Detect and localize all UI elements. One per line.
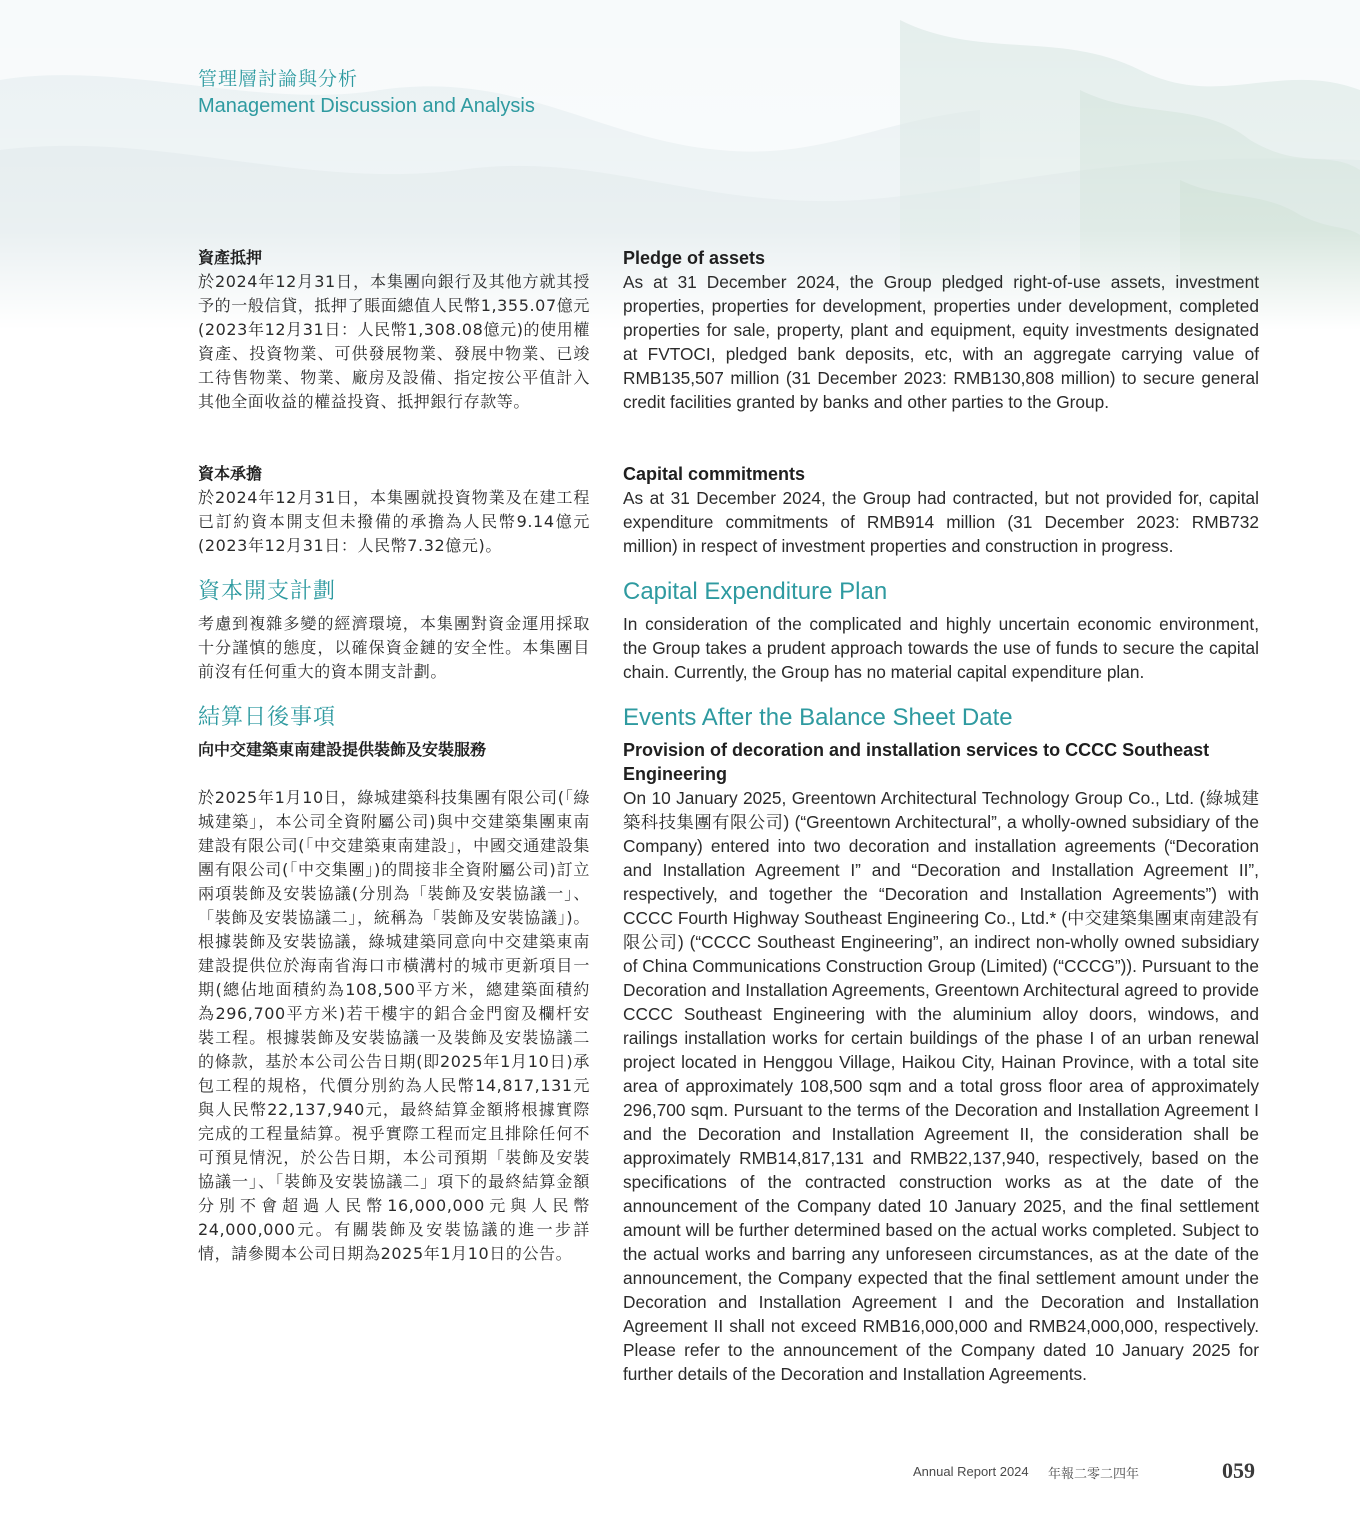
events-heading-cn: 結算日後事項	[198, 705, 337, 730]
pledge-body-cn: 於2024年12月31日，本集團向銀行及其他方就其授予的一般信貸，抵押了賬面總值人民幣1,355.07億元(2023年12月31日：人民幣1,308.08億元)的使用權資產、投資物業、可供發展物業、發展中物業、已竣工待售物業、物業、廠房及設備、指定按公平值計入其他全面收益的權益投資、抵押銀行存款等。	[198, 272, 590, 411]
capex-section-cn	[198, 577, 590, 684]
pledge-body-en: As at 31 December 2024, the Group pledged right-of-use assets, investment properties, properties for development, properties under development, completed properties for sale, property, plant and equipment, equity investments designated at FVTOCI, pledged bank deposits, etc, with an aggregate carrying value of RMB135,507 million (31 December 2023: RMB130,808 million) to secure general credit facilities granted by banks and other parties to the Group.	[623, 272, 1259, 412]
commitments-section-en	[623, 462, 1259, 558]
commitments-body-en: As at 31 December 2024, the Group had contracted, but not provided for, capital expenditure commitments of RMB914 million (31 December 2023: RMB732 million) in respect of investment properties and construction in progress.	[623, 488, 1259, 556]
pledge-title-cn: 資產抵押	[198, 248, 263, 267]
page-number: 059	[1222, 1458, 1255, 1483]
commitments-title-cn: 資本承擔	[198, 464, 263, 483]
capex-body-cn: 考慮到複雜多變的經濟環境，本集團對資金運用採取十分謹慎的態度，以確保資金鏈的安全性。本集團目前沒有任何重大的資本開支計劃。	[198, 614, 590, 681]
events-subtitle-en: Provision of decoration and installation services to CCCC Southeast Engineering	[623, 740, 1210, 784]
page-header	[198, 66, 535, 120]
events-body-cn: 於2025年1月10日，綠城建築科技集團有限公司(「綠城建築」，本公司全資附屬公司)與中交建築集團東南建設有限公司(「中交建築東南建設」，中國交通建設集團有限公司(「中交集團」)的間接非全資附屬公司)訂立兩項裝飾及安裝協議(分別為「裝飾及安裝協議一」、「裝飾及安裝協議二」，統稱為「裝飾及安裝協議」)。根據裝飾及安裝協議，綠城建築同意向中交建築東南建設提供位於海南省海口市橫溝村的城市更新項目一期(總佔地面積約為108,500平方米，總建築面積約為296,700平方米)若干樓宇的鋁合金門窗及欄杆安裝工程。根據裝飾及安裝協議一及裝飾及安裝協議二的條款，基於本公司公告日期(即2025年1月10日)承包工程的規格，代價分別約為人民幣14,817,131元與人民幣22,137,940元，最終結算金額將根據實際完成的工程量結算。視乎實際工程而定且排除任何不可預見情況，於公告日期，本公司預期「裝飾及安裝協議一」、「裝飾及安裝協議二」項下的最終結算金額分別不會超過人民幣16,000,000元與人民幣24,000,000元。有關裝飾及安裝協議的進一步詳情，請參閱本公司日期為2025年1月10日的公告。	[198, 788, 590, 1263]
events-section-cn	[198, 703, 590, 1266]
header-title-en: Management Discussion and Analysis	[198, 95, 535, 117]
capex-section-en	[623, 577, 1259, 684]
header-title-cn: 管理層討論與分析	[198, 68, 359, 90]
capex-body-en: In consideration of the complicated and highly uncertain economic environment, the Group takes a prudent approach towards the use of funds to secure the capital chain. Currently, the Group has no material capital expenditure plan.	[623, 614, 1259, 682]
footer-annual-report-cn: 年報二零二四年	[1048, 1467, 1140, 1482]
events-body-en: On 10 January 2025, Greentown Architectural Technology Group Co., Ltd. (綠城建築科技集團有限公司) (“Greentown Architectural”, a wholly-owned subsidiary of the Company) entered into two decoration and installation agreements (“Decoration and Installation Agreement I” and “Decoration and Installation Agreement II”, respectively, and together the “Decoration and Installation Agreements”) with CCCC Fourth Highway Southeast Engineering Co., Ltd.* (中交建築集團東南建設有限公司) (“CCCC Southeast Engineering”, an indirect non-wholly owned subsidiary of China Communications Construction Group (Limited) (“CCCG”)). Pursuant to the Decoration and Installation Agreements, Greentown Architectural agreed to provide CCCC Southeast Engineering with the aluminium alloy doors, windows, and railings installation works for certain buildings of the phase I of an urban renewal project located in Henggou Village, Haikou City, Hainan Province, with a total site area of approximately 108,500 sqm and a total gross floor area of approximately 296,700 sqm. Pursuant to the terms of the Decoration and Installation Agreement I and the Decoration and Installation Agreement II, the consideration shall be approximately RMB14,817,131 and RMB22,137,940, respectively, based on the specifications of the contracted construction works as at the date of the announcement of the Company dated 10 January 2025, and the final settlement amount will be further determined based on the actual works completed. Subject to the actual works and barring any unforeseen circumstances, as at the date of the announcement, the Company expected that the final settlement amount under the Decoration and Installation Agreement I and the Decoration and Installation Agreement II shall not exceed RMB16,000,000 and RMB24,000,000, respectively. Please refer to the announcement of the Company dated 10 January 2025 for further details of the Decoration and Installation Agreements.	[623, 788, 1259, 1384]
events-heading-en: Events After the Balance Sheet Date	[623, 704, 1013, 731]
commitments-body-cn: 於2024年12月31日，本集團就投資物業及在建工程已訂約資本開支但未撥備的承擔為人民幣9.14億元(2023年12月31日：人民幣7.32億元)。	[198, 488, 590, 555]
pledge-title-en: Pledge of assets	[623, 248, 766, 268]
commitments-title-en: Capital commitments	[623, 464, 806, 484]
pledge-section-en	[623, 246, 1259, 414]
commitments-section-cn	[198, 462, 590, 558]
events-section-en	[623, 703, 1259, 1386]
capex-heading-en: Capital Expenditure Plan	[623, 578, 888, 605]
pledge-section-cn	[198, 246, 590, 414]
events-subtitle-cn: 向中交建築東南建設提供裝飾及安裝服務	[198, 740, 487, 759]
footer-annual-report-en: Annual Report 2024	[913, 1464, 1029, 1479]
capex-heading-cn: 資本開支計劃	[198, 579, 337, 604]
